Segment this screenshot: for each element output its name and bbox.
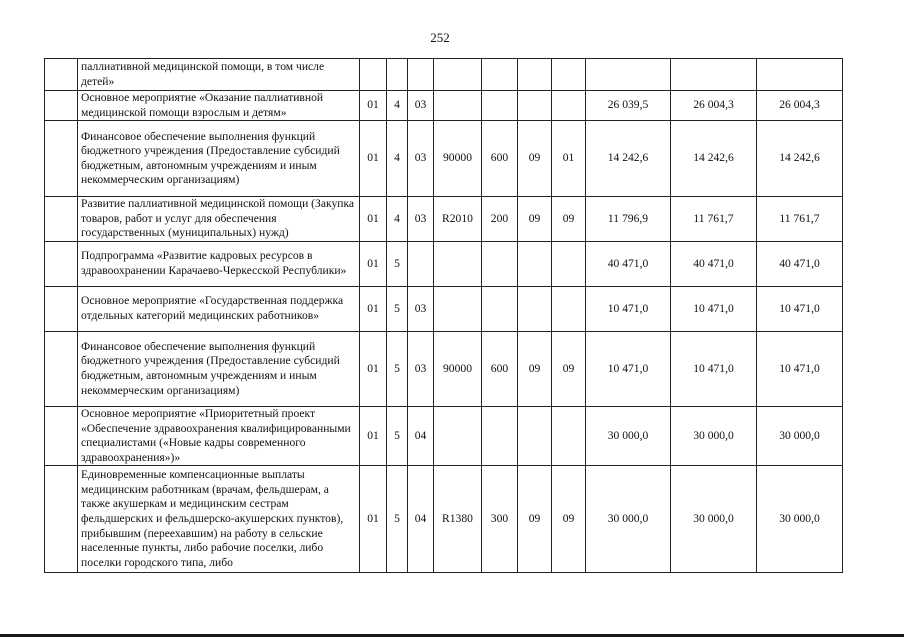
cell-item-name: Финансовое обеспечение выполнения функций бюджетного учреждения (Предоставление субсидий бюджетным, автономным учреждениям и иным некоммерческим организациям) [78,121,360,197]
cell-direction-code [434,59,482,91]
table-row [45,331,843,406]
cell-item-name: Основное мероприятие «Оказание паллиативной медицинской помощи взрослым и детям» [78,91,360,121]
cell-amount-year1: 40 471,0 [586,241,671,286]
cell-blank [45,241,78,286]
cell-subprogram-code: 5 [387,406,408,465]
table-row [45,241,843,286]
cell-section: 09 [518,466,552,573]
cell-measure-code: 04 [408,406,434,465]
cell-blank [45,286,78,331]
cell-direction-code: R2010 [434,197,482,242]
table-body [45,59,843,573]
cell-amount-year3: 40 471,0 [757,241,843,286]
cell-subprogram-code: 5 [387,286,408,331]
cell-expense-type [482,59,518,91]
cell-blank [45,466,78,573]
cell-expense-type [482,286,518,331]
cell-amount-year2: 10 471,0 [671,286,757,331]
cell-gp-code: 01 [360,121,387,197]
table-row [45,197,843,242]
cell-measure-code: 03 [408,331,434,406]
cell-section [518,406,552,465]
cell-measure-code: 03 [408,91,434,121]
cell-measure-code [408,59,434,91]
cell-subsection: 01 [552,121,586,197]
cell-subprogram-code: 4 [387,121,408,197]
cell-direction-code [434,406,482,465]
cell-amount-year1: 10 471,0 [586,331,671,406]
cell-amount-year2 [671,59,757,91]
cell-amount-year1: 30 000,0 [586,466,671,573]
cell-section [518,286,552,331]
cell-amount-year2: 26 004,3 [671,91,757,121]
cell-expense-type: 600 [482,331,518,406]
cell-subprogram-code: 4 [387,91,408,121]
cell-item-name: Единовременные компенсационные выплаты медицинским работникам (врачам, фельдшерам, а также акушеркам и медицинским сестрам фельдшерских и фельдшерско-акушерских пунктов), прибывшим (переехавшим) на работу в сельские населенные пункты, либо рабочие поселки, либо поселки городского типа, либо [78,466,360,573]
table-row [45,121,843,197]
cell-gp-code: 01 [360,466,387,573]
page-number: 252 [430,30,450,45]
cell-gp-code: 01 [360,286,387,331]
cell-amount-year2: 10 471,0 [671,331,757,406]
cell-amount-year3: 10 471,0 [757,331,843,406]
cell-expense-type [482,241,518,286]
cell-subsection [552,286,586,331]
cell-expense-type [482,406,518,465]
cell-expense-type: 300 [482,466,518,573]
cell-gp-code: 01 [360,91,387,121]
table-row [45,91,843,121]
cell-subprogram-code [387,59,408,91]
cell-measure-code: 03 [408,121,434,197]
cell-measure-code: 04 [408,466,434,573]
cell-item-name: Основное мероприятие «Приоритетный проект «Обеспечение здравоохранения квалифицированными специалистами («Новые кадры современного здравоохранения»)» [78,406,360,465]
cell-amount-year2: 30 000,0 [671,466,757,573]
cell-amount-year2: 40 471,0 [671,241,757,286]
cell-item-name: Подпрограмма «Развитие кадровых ресурсов в здравоохранении Карачаево-Черкесской Республики» [78,241,360,286]
cell-section [518,91,552,121]
cell-item-name: паллиативной медицинской помощи, в том числе детей» [78,59,360,91]
cell-direction-code: 90000 [434,331,482,406]
cell-direction-code [434,91,482,121]
cell-amount-year1: 10 471,0 [586,286,671,331]
cell-item-name: Финансовое обеспечение выполнения функций бюджетного учреждения (Предоставление субсидий бюджетным, автономным учреждениям и иным некоммерческим организациям) [78,331,360,406]
cell-amount-year1: 14 242,6 [586,121,671,197]
cell-amount-year1 [586,59,671,91]
cell-amount-year2: 14 242,6 [671,121,757,197]
cell-expense-type: 200 [482,197,518,242]
cell-blank [45,91,78,121]
cell-blank [45,59,78,91]
cell-blank [45,197,78,242]
cell-gp-code: 01 [360,241,387,286]
cell-amount-year1: 26 039,5 [586,91,671,121]
cell-subsection: 09 [552,197,586,242]
cell-measure-code [408,241,434,286]
bottom-rule [0,634,904,637]
cell-gp-code: 01 [360,331,387,406]
table-row [45,466,843,573]
cell-gp-code: 01 [360,406,387,465]
cell-subsection: 09 [552,331,586,406]
cell-amount-year3: 14 242,6 [757,121,843,197]
cell-amount-year3 [757,59,843,91]
cell-section [518,59,552,91]
cell-subsection [552,59,586,91]
cell-amount-year3: 26 004,3 [757,91,843,121]
cell-blank [45,331,78,406]
cell-direction-code [434,286,482,331]
table-row [45,59,843,91]
cell-section [518,241,552,286]
cell-subsection [552,91,586,121]
cell-subprogram-code: 5 [387,331,408,406]
cell-gp-code [360,59,387,91]
cell-amount-year1: 11 796,9 [586,197,671,242]
cell-section: 09 [518,331,552,406]
cell-blank [45,121,78,197]
cell-subsection [552,406,586,465]
cell-section: 09 [518,121,552,197]
cell-section: 09 [518,197,552,242]
table-row [45,286,843,331]
cell-amount-year3: 11 761,7 [757,197,843,242]
cell-blank [45,406,78,465]
cell-amount-year3: 30 000,0 [757,406,843,465]
cell-item-name: Развитие паллиативной медицинской помощи (Закупка товаров, работ и услуг для обеспечения государственных (муниципальных) нужд) [78,197,360,242]
cell-subprogram-code: 5 [387,466,408,573]
cell-direction-code: R1380 [434,466,482,573]
budget-table [44,58,843,573]
cell-direction-code [434,241,482,286]
cell-amount-year1: 30 000,0 [586,406,671,465]
cell-subsection [552,241,586,286]
cell-gp-code: 01 [360,197,387,242]
cell-amount-year2: 30 000,0 [671,406,757,465]
cell-subsection: 09 [552,466,586,573]
table-row [45,406,843,465]
cell-subprogram-code: 5 [387,241,408,286]
cell-measure-code: 03 [408,286,434,331]
cell-amount-year2: 11 761,7 [671,197,757,242]
cell-expense-type: 600 [482,121,518,197]
cell-direction-code: 90000 [434,121,482,197]
cell-expense-type [482,91,518,121]
cell-subprogram-code: 4 [387,197,408,242]
cell-amount-year3: 10 471,0 [757,286,843,331]
cell-item-name: Основное мероприятие «Государственная поддержка отдельных категорий медицинских работников» [78,286,360,331]
cell-measure-code: 03 [408,197,434,242]
cell-amount-year3: 30 000,0 [757,466,843,573]
